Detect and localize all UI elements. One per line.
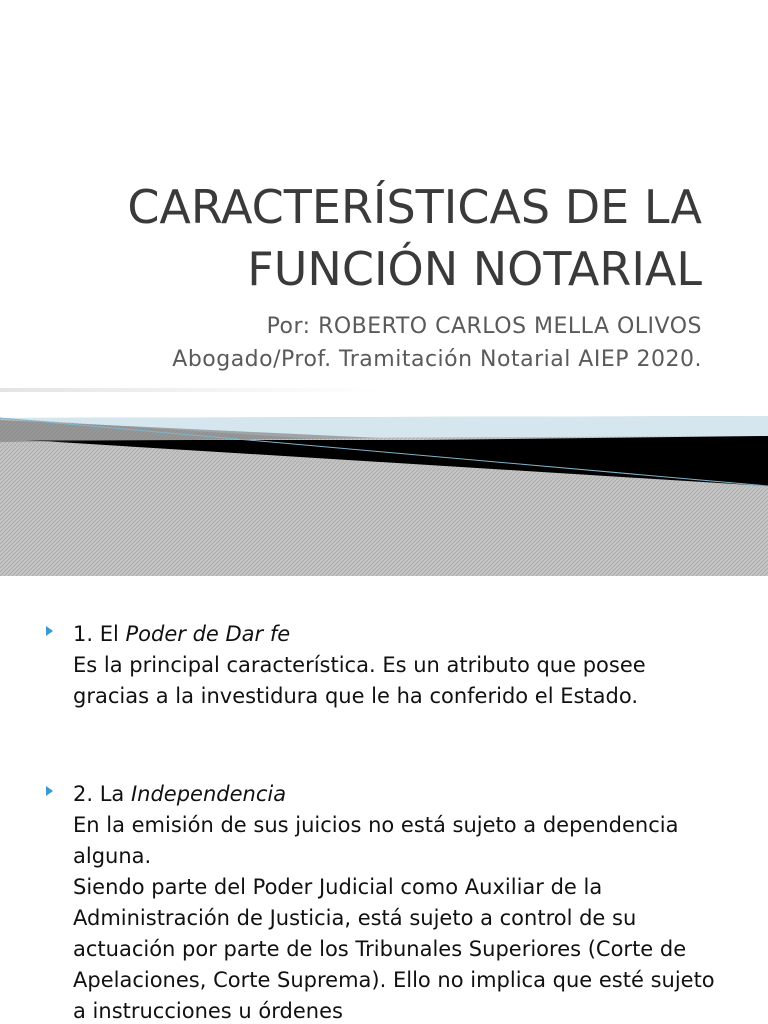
item-paragraph: Es la principal característica. Es un atributo que posee gracias a la investidura que le ha conferido el Estado. (73, 653, 646, 708)
title-line-2: FUNCIÓN NOTARIAL (247, 242, 702, 296)
list-item-independencia (46, 778, 726, 1024)
decorative-bands (0, 388, 768, 576)
item-heading (73, 778, 726, 810)
top-fade-line (0, 388, 380, 392)
subtitle-author: Por: ROBERTO CARLOS MELLA OLIVOS (266, 314, 702, 339)
slide-title (40, 176, 702, 300)
list-item-poder-dar-fe (46, 618, 726, 712)
subtitle-role: Abogado/Prof. Tramitación Notarial AIEP 2020. (172, 347, 702, 372)
item-number: 2. La (73, 782, 131, 806)
slide-subtitle (40, 310, 702, 376)
item-emphasis: Poder de Dar fe (125, 622, 291, 646)
bullet-arrow-icon (46, 786, 53, 796)
item-emphasis: Independencia (130, 782, 287, 806)
bullet-arrow-icon (46, 626, 53, 636)
item-paragraph: Siendo parte del Poder Judicial como Auxiliar de la Administración de Justicia, está sujeto a control de su actuación por parte de los Tribunales Superiores (Corte de Apelaciones, Corte Suprema). Ello no implica que esté sujeto a instrucciones u órdenes (73, 875, 715, 1023)
item-paragraph: En la emisión de sus juicios no está sujeto a dependencia alguna. (73, 813, 679, 868)
content-slide (0, 576, 768, 1024)
item-heading (73, 618, 726, 650)
item-number: 1. El (73, 622, 126, 646)
title-line-1: CARACTERÍSTICAS DE LA (127, 180, 702, 234)
